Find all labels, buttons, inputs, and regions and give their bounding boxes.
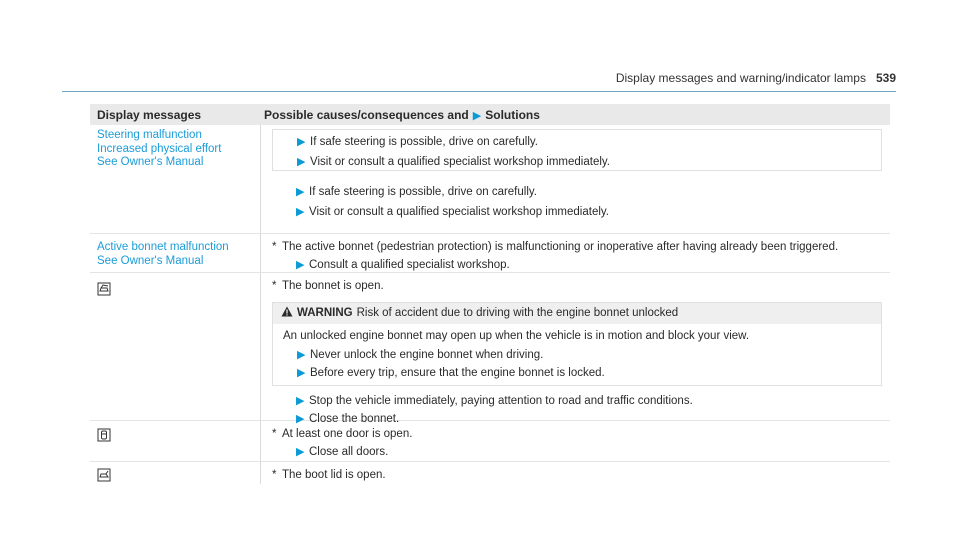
step-text: If safe steering is possible, drive on carefully. xyxy=(310,136,538,148)
solution-box xyxy=(272,129,882,171)
display-message-cell xyxy=(90,421,261,461)
triangle-right-icon: ▶ xyxy=(296,186,305,198)
triangle-right-icon: ▶ xyxy=(297,136,306,148)
table-row xyxy=(90,421,890,462)
solution-step xyxy=(272,258,890,272)
cause-text: The active bonnet (pedestrian protection) is malfunctioning or inoperative after having already been triggered. xyxy=(282,241,839,253)
display-message-cell xyxy=(90,125,261,233)
col-header-causes-solutions xyxy=(261,108,890,122)
table-row xyxy=(90,125,890,234)
triangle-right-icon: ▶ xyxy=(296,413,305,425)
cause-line xyxy=(272,468,890,482)
page-header xyxy=(616,71,896,85)
asterisk: * xyxy=(272,469,277,481)
cause-line xyxy=(272,279,890,293)
col2-header-prefix: Possible causes/consequences and xyxy=(264,107,469,122)
triangle-right-icon: ▶ xyxy=(296,206,305,218)
cause-text: At least one door is open. xyxy=(282,428,413,440)
solution-step xyxy=(272,412,890,426)
solution-step xyxy=(272,205,890,219)
warning-title: Risk of accident due to driving with the engine bonnet unlocked xyxy=(356,307,679,319)
table-row xyxy=(90,234,890,273)
message-line: See Owner's Manual xyxy=(97,254,204,267)
solution-cell xyxy=(261,421,890,461)
step-text: Consult a qualified specialist workshop. xyxy=(309,259,510,271)
cause-text: The bonnet is open. xyxy=(282,280,384,292)
solution-step xyxy=(273,348,881,362)
message-line: See Owner's Manual xyxy=(97,156,204,168)
triangle-right-icon: ▶ xyxy=(296,259,305,271)
solution-step xyxy=(273,366,881,380)
header-rule xyxy=(62,91,896,92)
step-text: Close all doors. xyxy=(309,446,389,458)
display-messages-table xyxy=(90,104,890,484)
asterisk: * xyxy=(272,280,277,292)
solution-step xyxy=(273,155,881,169)
table-row xyxy=(90,462,890,484)
triangle-right-icon: ▶ xyxy=(472,109,482,122)
step-text: Never unlock the engine bonnet when driving. xyxy=(310,349,544,361)
triangle-right-icon: ▶ xyxy=(296,446,305,458)
table-row xyxy=(90,273,890,425)
message-line: Increased physical effort xyxy=(97,142,222,155)
warning-box xyxy=(272,302,882,386)
triangle-right-icon: ▶ xyxy=(297,349,306,361)
step-text: Close the bonnet. xyxy=(309,413,400,425)
cause-line xyxy=(272,427,890,441)
solution-cell xyxy=(261,462,890,484)
step-text: Visit or consult a qualified specialist workshop immediately. xyxy=(310,156,610,168)
page-number: 539 xyxy=(875,71,896,85)
col2-header-suffix: Solutions xyxy=(485,107,540,122)
step-text: Before every trip, ensure that the engine bonnet is locked. xyxy=(310,367,605,379)
solution-cell xyxy=(261,125,890,233)
asterisk: * xyxy=(272,428,277,440)
display-message-cell xyxy=(90,234,261,272)
display-message-cell xyxy=(90,462,261,484)
solution-step xyxy=(272,185,890,199)
step-text: Stop the vehicle immediately, paying attention to road and traffic conditions. xyxy=(309,395,693,407)
table-header-row xyxy=(90,104,890,125)
bonnet-open-icon xyxy=(97,282,111,296)
warning-label: WARNING xyxy=(297,307,353,319)
message-line: Steering malfunction xyxy=(97,129,202,141)
cause-line xyxy=(272,240,890,254)
solution-step xyxy=(272,394,890,408)
door-open-icon xyxy=(97,428,111,442)
warning-triangle-icon xyxy=(281,306,293,317)
boot-lid-open-icon xyxy=(97,468,111,482)
solution-step xyxy=(273,135,881,149)
col-header-display-messages: Display messages xyxy=(97,107,202,122)
solution-step xyxy=(272,445,890,459)
triangle-right-icon: ▶ xyxy=(297,156,306,168)
header-title: Display messages and warning/indicator lamps xyxy=(615,71,866,85)
triangle-right-icon: ▶ xyxy=(297,367,306,379)
step-text: If safe steering is possible, drive on carefully. xyxy=(309,186,537,198)
warning-body: An unlocked engine bonnet may open up when the vehicle is in motion and block your view. xyxy=(283,330,750,342)
display-message-cell xyxy=(90,273,261,420)
message-line: Active bonnet malfunction xyxy=(97,241,229,253)
warning-header xyxy=(273,303,881,324)
triangle-right-icon: ▶ xyxy=(296,395,305,407)
cause-text: The boot lid is open. xyxy=(282,469,386,481)
solution-cell xyxy=(261,273,890,425)
step-text: Visit or consult a qualified specialist workshop immediately. xyxy=(309,206,609,218)
solution-cell xyxy=(261,234,890,272)
asterisk: * xyxy=(272,241,277,253)
